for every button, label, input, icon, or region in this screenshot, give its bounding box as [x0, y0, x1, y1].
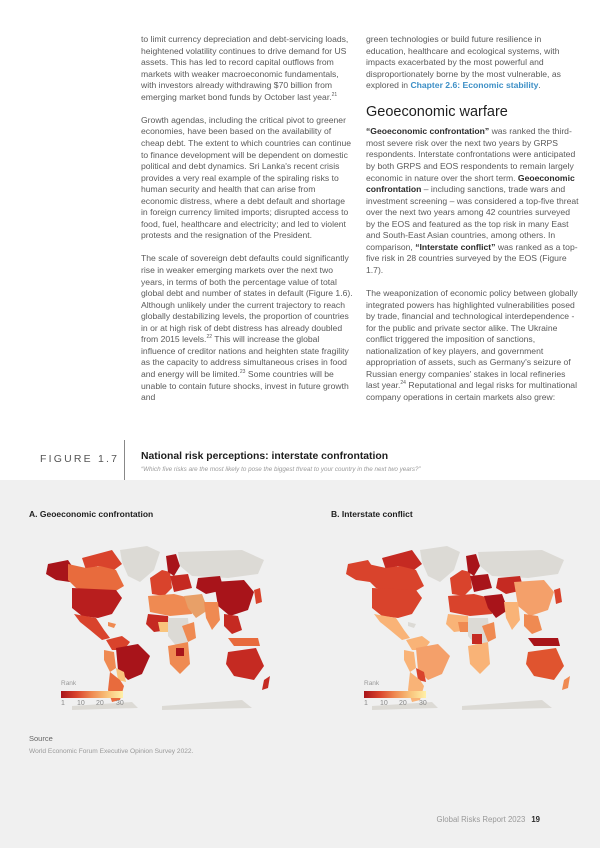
- legend-tick: 10: [77, 700, 85, 707]
- footnote-ref[interactable]: 24: [400, 380, 406, 387]
- legend-color-bar: [61, 691, 123, 698]
- source-label: Source: [29, 734, 53, 743]
- legend-ticks: [61, 698, 131, 710]
- paragraph: green technologies or build future resilience in education, healthcare and ecological systems, with impacts exacerbated by the most powerful and disproportionately borne by the most vulnerable, as explored in Chapter 2.6: Economic stability.: [366, 34, 561, 91]
- paragraph: Growth agendas, including the critical pivot to greener economies, have been based on the availability of cheap debt. The extent to which countries can continue to finance development will be dependent on domestic political and debt dynamics. Sri Lanka's recent crisis provides a very real example of the spiraling risks to human security and health that can arise from economic distress, where a debt default and shortage in foreign currency limited imports; disrupted access to food, fuel, healthcare and electricity; and led to violent protests and the resignation of the President.: [141, 114, 352, 241]
- map-b-title: B. Interstate conflict: [331, 509, 413, 519]
- legend-label: Rank: [364, 680, 380, 687]
- legend-label: Rank: [61, 680, 77, 687]
- legend-tick: 1: [61, 700, 65, 707]
- figure-panel: [0, 480, 600, 848]
- body-text-right-column: [366, 34, 581, 404]
- map-a-title: A. Geoeconomic confrontation: [29, 509, 154, 519]
- footnote-ref[interactable]: 21: [331, 91, 338, 98]
- paragraph: “Geoeconomic confrontation” was ranked the third-most severe risk over the next two years by GRPS respondents. Interstate confrontations were anticipated by both GRPS and EOS respondents to remain largely economic in nature over the short term. Geoeconomic confrontation – including sanctions, trade wars and investment screening – was considered a top-five threat over the next two years among 42 countries surveyed by the EOS and featured as the top risk in many East and South-East Asian countries, among others. In comparison, “Interstate conflict” was ranked as a top-five risk in 28 countries surveyed by the EOS (Figure 1.7).: [366, 126, 579, 275]
- chapter-link[interactable]: Chapter 2.6: Economic stability: [410, 80, 539, 91]
- figure-label: FIGURE 1.7: [40, 453, 120, 465]
- legend-color-bar: [364, 691, 426, 698]
- source-text: World Economic Forum Executive Opinion Survey 2022.: [29, 748, 194, 755]
- figure-header: [0, 440, 600, 480]
- rank-legend-a: [61, 680, 151, 710]
- paragraph: The scale of sovereign debt defaults could significantly rise in weaker emerging markets over the next two years, in terms of both the percentage value of total global debt and number of states in default (Figure 1.6). Although unlikely under the current trajectory to reach globally destabilizing levels, the proportion of countries in or at high risk of debt distress has already doubled from 2015 levels.$^{22}$ This will increase the global influence of creditor nations and heighten state fragility as the capacity to address simultaneous crises in food and energy will be limited.$^{23}$ Some countries will be unable to contain future shocks, invest in future growth and: [141, 253, 353, 403]
- legend-tick: 20: [399, 700, 407, 707]
- figure-source: [29, 734, 193, 755]
- section-heading: Geoeconomic warfare: [366, 104, 508, 121]
- page-number: 19: [531, 815, 540, 824]
- body-text-left-column: [141, 34, 353, 404]
- page-footer: [436, 815, 540, 824]
- legend-tick: 1: [364, 700, 368, 707]
- footnote-ref[interactable]: 22: [206, 334, 213, 341]
- figure-title: National risk perceptions: interstate confrontation: [141, 451, 389, 462]
- legend-tick: 30: [116, 700, 124, 707]
- paragraph: to limit currency depreciation and debt-servicing loads, heightened volatility continues to drive demand for US assets. This has led to record capital outflows from markets with weaker macroeconomic fundamentals, with investors already withdrawing $70 billion from emerging market bond funds by October last year.$^{21}$: [141, 34, 349, 102]
- legend-tick: 30: [419, 700, 427, 707]
- footnote-ref[interactable]: 23: [239, 368, 246, 375]
- paragraph: The weaponization of economic policy between globally integrated powers has highlighted vulnerabilities posed by trade, financial and technological interdependence - for the public and private sector alike. The Ukraine conflict triggered the imposition of sanctions, nationalization of key players, and government appropriation of assets, such as Germany's seizure of Russian energy companies' stakes in local refineries last year.$^{24}$ Reputational and legal risks for multinational company operations in certain markets also grew:: [366, 288, 578, 402]
- rank-legend-b: [364, 680, 454, 710]
- legend-ticks: [364, 698, 434, 710]
- divider: [124, 440, 125, 480]
- legend-tick: 10: [380, 700, 388, 707]
- legend-tick: 20: [96, 700, 104, 707]
- report-title: Global Risks Report 2023: [436, 815, 526, 824]
- figure-subtitle: “Which five risks are the most likely to pose the biggest threat to your country in the next two years?”: [141, 465, 421, 473]
